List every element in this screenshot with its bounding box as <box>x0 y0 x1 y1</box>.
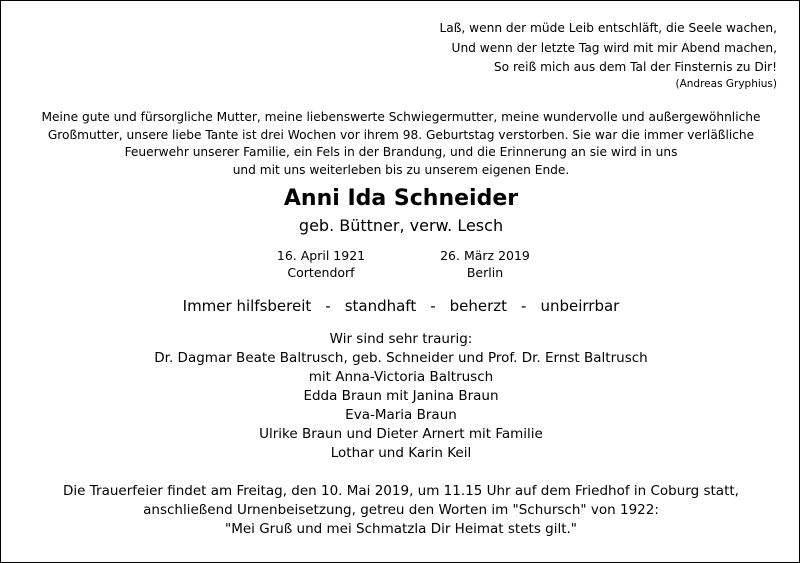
deceased-birth-name: geb. Büttner, verw. Lesch <box>298 216 504 235</box>
trait-separator: - <box>325 297 331 315</box>
ceremony-line: Die Trauerfeier findet am Freitag, den 10. Mai 2019, um 11.15 Uhr auf dem Friedhof in Coburg statt, <box>63 483 739 499</box>
mourner-line: mit Anna-Victoria Baltrusch <box>308 369 494 385</box>
intro-line: Großmutter, unsere liebe Tante ist drei Wochen vor ihrem 98. Geburtstag verstorben. Sie war die immer verläßliche <box>47 127 755 142</box>
death-info <box>405 247 565 281</box>
mourner-line: Lothar und Karin Keil <box>330 445 472 461</box>
trait-separator: - <box>430 297 436 315</box>
poem-line: Laß, wenn der müde Leib entschläft, die Seele wachen, <box>439 21 777 35</box>
ceremony-line: anschließend Urnenbeisetzung, getreu den Worten im "Schursch" von 1922: <box>143 502 659 518</box>
mourner-line: Ulrike Braun und Dieter Arnert mit Familie <box>259 426 543 442</box>
mourners-heading: Wir sind sehr traurig: <box>329 331 473 347</box>
ceremony-line: "Mei Gruß und mei Schmatzla Dir Heimat stets gilt." <box>224 521 578 537</box>
poem-quote <box>439 19 777 91</box>
trait: Immer hilfsbereit <box>182 297 312 315</box>
mourner-line: Edda Braun mit Janina Braun <box>303 388 499 404</box>
poem-author: (Andreas Gryphius) <box>675 77 777 90</box>
deceased-name: Anni Ida Schneider <box>283 186 519 211</box>
mourner-line: Dr. Dagmar Beate Baltrusch, geb. Schneider und Prof. Dr. Ernst Baltrusch <box>154 350 648 366</box>
traits-line <box>1 296 800 316</box>
poem-line: Und wenn der letzte Tag wird mit mir Abend machen, <box>451 40 777 55</box>
birth-date: 16. April 1921 <box>276 248 366 263</box>
intro-line: und mit uns weiterleben bis zu unserem eigenen Ende. <box>232 162 570 177</box>
death-place: Berlin <box>466 265 504 280</box>
trait: beherzt <box>449 297 508 315</box>
poem-line: So reiß mich aus dem Tal der Finsternis zu Dir! <box>493 60 777 74</box>
intro-line: Feuerwehr unserer Familie, ein Fels in der Brandung, und die Erinnerung an sie wird in uns <box>124 145 678 159</box>
mourners-list <box>1 330 800 463</box>
trait: standhaft <box>344 297 417 315</box>
mourner-line: Eva-Maria Braun <box>345 407 457 423</box>
intro-line: Meine gute und fürsorgliche Mutter, meine liebenswerte Schwiegermutter, meine wundervolle und außergewöhnliche <box>41 110 761 124</box>
trait: unbeirrbar <box>540 297 620 315</box>
death-date: 26. März 2019 <box>440 248 530 263</box>
intro-text <box>15 109 787 179</box>
birth-info <box>241 247 401 281</box>
birth-place: Cortendorf <box>287 265 355 280</box>
ceremony-info <box>1 482 800 539</box>
trait-separator: - <box>521 297 527 315</box>
